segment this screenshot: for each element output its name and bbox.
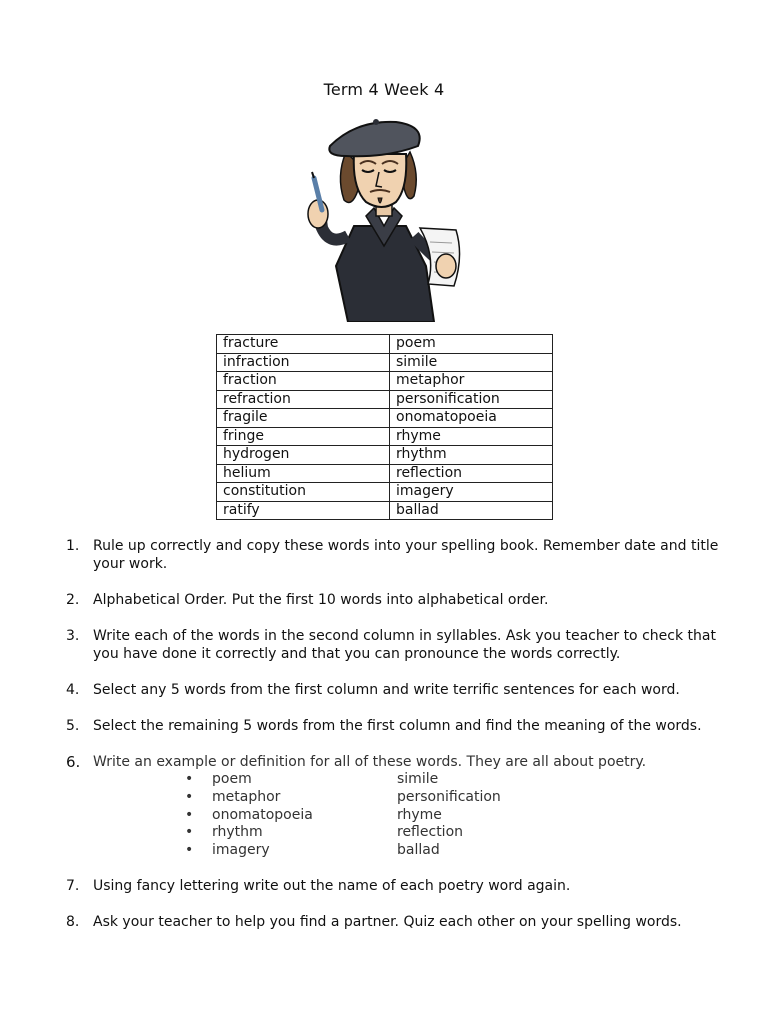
instruction-number: 1. bbox=[66, 538, 80, 554]
instruction-number: 3. bbox=[66, 628, 80, 644]
bullet-icon: • bbox=[185, 824, 194, 841]
instruction-number: 7. bbox=[66, 877, 80, 894]
table-row bbox=[217, 427, 553, 446]
poetry-word: rhyme bbox=[397, 806, 442, 823]
table-cell: personification bbox=[390, 390, 553, 409]
table-cell: fringe bbox=[217, 427, 390, 446]
poetry-word: ballad bbox=[397, 842, 440, 859]
table-cell: hydrogen bbox=[217, 446, 390, 465]
instruction-number: 5. bbox=[66, 718, 80, 734]
instruction-text: Select any 5 words from the first column and write terrific sentences for each word. bbox=[93, 682, 680, 698]
poetry-word: metaphor bbox=[212, 788, 281, 805]
instruction-item bbox=[66, 537, 726, 573]
table-cell: fraction bbox=[217, 372, 390, 391]
table-cell: fracture bbox=[217, 335, 390, 354]
instruction-item bbox=[66, 627, 726, 663]
instruction-text: Select the remaining 5 words from the first column and find the meaning of the words. bbox=[93, 718, 702, 734]
table-row bbox=[217, 353, 553, 372]
instruction-item bbox=[66, 753, 726, 860]
table-cell: poem bbox=[390, 335, 553, 354]
instruction-item bbox=[66, 717, 726, 735]
table-row bbox=[217, 390, 553, 409]
instruction-item bbox=[66, 591, 726, 609]
poetry-word: rhythm bbox=[212, 824, 263, 841]
table-cell: imagery bbox=[390, 483, 553, 502]
table-cell: reflection bbox=[390, 464, 553, 483]
bullet-icon: • bbox=[185, 806, 194, 823]
table-cell: refraction bbox=[217, 390, 390, 409]
instruction-number: 2. bbox=[66, 592, 80, 608]
table-row bbox=[217, 501, 553, 520]
poetry-word: personification bbox=[397, 788, 501, 805]
table-row bbox=[217, 446, 553, 465]
poetry-word: simile bbox=[397, 771, 439, 787]
instruction-item bbox=[66, 681, 726, 699]
poet-with-pen-and-paper-icon bbox=[296, 116, 472, 322]
bullet-icon: • bbox=[185, 771, 194, 787]
table-cell: rhythm bbox=[390, 446, 553, 465]
list-item bbox=[185, 842, 726, 860]
table-cell: rhyme bbox=[390, 427, 553, 446]
page-title: Term 4 Week 4 bbox=[323, 80, 445, 99]
bullet-icon: • bbox=[185, 842, 194, 859]
list-item bbox=[185, 807, 726, 825]
instruction-text: Ask your teacher to help you find a partner. Quiz each other on your spelling words. bbox=[93, 913, 682, 930]
table-cell: constitution bbox=[217, 483, 390, 502]
list-item bbox=[185, 789, 726, 807]
table-cell: ratify bbox=[217, 501, 390, 520]
bullet-icon: • bbox=[185, 788, 194, 805]
poetry-word-list bbox=[185, 771, 726, 860]
instruction-text: Write an example or definition for all of these words. They are all about poetry. bbox=[93, 754, 647, 770]
instructions-list bbox=[66, 537, 726, 949]
table-cell: metaphor bbox=[390, 372, 553, 391]
table-row bbox=[217, 372, 553, 391]
list-item bbox=[185, 771, 726, 789]
instruction-text: Alphabetical Order. Put the first 10 words into alphabetical order. bbox=[93, 592, 549, 608]
instruction-number: 6. bbox=[66, 753, 81, 771]
instruction-text: Using fancy lettering write out the name of each poetry word again. bbox=[93, 877, 571, 894]
instruction-item bbox=[66, 877, 726, 895]
list-item bbox=[185, 824, 726, 842]
instruction-number: 8. bbox=[66, 913, 80, 930]
poetry-word: onomatopoeia bbox=[212, 806, 313, 823]
table-row bbox=[217, 464, 553, 483]
table-row bbox=[217, 335, 553, 354]
instruction-text: Rule up correctly and copy these words into your spelling book. Remember date and title your work. bbox=[93, 538, 719, 572]
poetry-word: poem bbox=[212, 771, 252, 787]
table-row bbox=[217, 483, 553, 502]
poetry-word: imagery bbox=[212, 842, 270, 859]
table-cell: helium bbox=[217, 464, 390, 483]
instruction-item bbox=[66, 913, 726, 931]
table-cell: infraction bbox=[217, 353, 390, 372]
table-cell: ballad bbox=[390, 501, 553, 520]
poetry-word: reflection bbox=[397, 824, 464, 841]
instruction-text: Write each of the words in the second column in syllables. Ask you teacher to check that you have done it correctly and that you can pronounce the words correctly. bbox=[93, 628, 716, 662]
spelling-word-table bbox=[216, 334, 553, 520]
poet-illustration bbox=[296, 116, 472, 322]
table-cell: simile bbox=[390, 353, 553, 372]
table-cell: fragile bbox=[217, 409, 390, 428]
instruction-number: 4. bbox=[66, 682, 80, 698]
table-row bbox=[217, 409, 553, 428]
table-cell: onomatopoeia bbox=[390, 409, 553, 428]
